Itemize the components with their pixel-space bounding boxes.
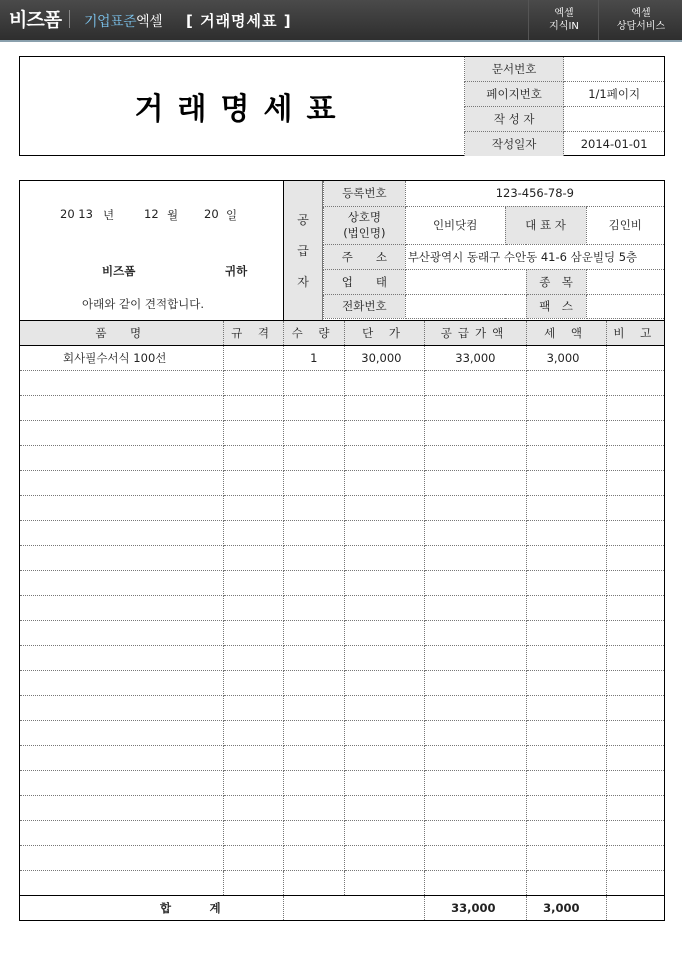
- item-qty-cell[interactable]: [283, 696, 344, 721]
- item-supply-cell[interactable]: [424, 646, 526, 671]
- item-note-cell[interactable]: [606, 471, 664, 496]
- item-qty-cell[interactable]: [283, 396, 344, 421]
- item-name-cell[interactable]: [20, 546, 223, 571]
- date-month-unit: 월: [167, 208, 179, 222]
- phone-value[interactable]: [405, 294, 526, 318]
- item-supply-cell[interactable]: [424, 721, 526, 746]
- item-qty-cell[interactable]: 1: [283, 346, 344, 371]
- total-label-1: 합: [20, 896, 283, 921]
- date-year-unit: 년: [103, 208, 115, 222]
- item-price-cell[interactable]: [344, 746, 424, 771]
- item-supply-cell[interactable]: [424, 396, 526, 421]
- item-name-cell[interactable]: [20, 771, 223, 796]
- item-supply-cell[interactable]: [424, 571, 526, 596]
- item-note-cell[interactable]: [606, 496, 664, 521]
- item-note-cell[interactable]: [606, 821, 664, 846]
- item-spec-cell[interactable]: [223, 721, 283, 746]
- total-note: [606, 896, 664, 921]
- total-row: [20, 896, 664, 921]
- item-price-cell[interactable]: [344, 471, 424, 496]
- col-header-qty: 수 량: [283, 321, 344, 346]
- total-supply: 33,000: [424, 896, 526, 921]
- table-row: [20, 496, 664, 521]
- item-qty-cell[interactable]: [283, 821, 344, 846]
- table-row: [20, 771, 664, 796]
- item-tax-cell[interactable]: 3,000: [526, 346, 606, 371]
- item-name-cell[interactable]: [20, 571, 223, 596]
- table-row: [20, 646, 664, 671]
- sub-brand: [84, 11, 162, 31]
- main-box: [19, 180, 665, 921]
- item-name-cell[interactable]: [20, 746, 223, 771]
- doc-number-label: 문서번호: [465, 57, 564, 82]
- excel-knowledge-button[interactable]: [528, 0, 599, 40]
- item-qty-cell[interactable]: [283, 371, 344, 396]
- ceo-label: 대 표 자: [505, 206, 586, 244]
- item-tax-cell[interactable]: [526, 646, 606, 671]
- item-name-cell[interactable]: [20, 721, 223, 746]
- table-row: [20, 521, 664, 546]
- item-qty-cell[interactable]: [283, 871, 344, 896]
- col-header-supply: 공급가액: [424, 321, 526, 346]
- item-price-cell[interactable]: [344, 421, 424, 446]
- item-supply-cell[interactable]: [424, 871, 526, 896]
- item-supply-cell[interactable]: [424, 596, 526, 621]
- fax-value[interactable]: [586, 294, 664, 318]
- date-value[interactable]: 2014-01-01: [564, 132, 664, 157]
- item-tax-cell[interactable]: [526, 496, 606, 521]
- item-supply-cell[interactable]: [424, 546, 526, 571]
- date-year[interactable]: 20 13: [60, 207, 93, 221]
- table-row: [20, 346, 664, 371]
- item-spec-cell[interactable]: [223, 396, 283, 421]
- item-spec-cell[interactable]: [223, 371, 283, 396]
- item-spec-cell[interactable]: [223, 746, 283, 771]
- document-title: 거래명세표: [134, 92, 350, 127]
- recipient-message: 아래와 같이 견적합니다.: [82, 297, 205, 311]
- item-price-cell[interactable]: [344, 821, 424, 846]
- item-supply-cell[interactable]: 33,000: [424, 346, 526, 371]
- table-row: [20, 821, 664, 846]
- item-qty-cell[interactable]: [283, 596, 344, 621]
- doc-title: [ 거래명세표 ]: [186, 12, 292, 30]
- item-price-cell[interactable]: [344, 646, 424, 671]
- col-header-spec: 규 격: [223, 321, 283, 346]
- item-note-cell[interactable]: [606, 846, 664, 871]
- excel-consulting-line1: 엑셀: [631, 8, 651, 19]
- item-qty-cell[interactable]: [283, 521, 344, 546]
- item-qty-cell[interactable]: [283, 446, 344, 471]
- item-name-cell[interactable]: [20, 521, 223, 546]
- table-row: [20, 546, 664, 571]
- item-tax-cell[interactable]: [526, 471, 606, 496]
- item-tax-cell[interactable]: [526, 846, 606, 871]
- company-value[interactable]: 인비닷컴: [405, 206, 505, 244]
- item-note-cell[interactable]: [606, 396, 664, 421]
- company-label-line1: 상호명: [347, 210, 382, 224]
- supplier-char-2: 급: [297, 244, 309, 258]
- col-header-name: 품 명: [20, 321, 223, 346]
- item-spec-cell[interactable]: [223, 421, 283, 446]
- col-header-tax: 세 액: [526, 321, 606, 346]
- table-row: [20, 721, 664, 746]
- item-note-cell[interactable]: [606, 771, 664, 796]
- table-row: [20, 871, 664, 896]
- item-supply-cell[interactable]: [424, 471, 526, 496]
- recipient-name[interactable]: 비즈폼: [102, 264, 136, 278]
- item-tax-cell[interactable]: [526, 371, 606, 396]
- table-row: [20, 671, 664, 696]
- item-price-cell[interactable]: [344, 546, 424, 571]
- doc-number-value[interactable]: [564, 57, 664, 82]
- item-qty-cell[interactable]: [283, 771, 344, 796]
- phone-label: 전화번호: [324, 294, 406, 318]
- item-note-cell[interactable]: [606, 721, 664, 746]
- item-price-cell[interactable]: [344, 621, 424, 646]
- excel-knowledge-line2: 지식IN: [549, 21, 579, 32]
- address-label: 주 소: [324, 244, 406, 269]
- item-note-cell[interactable]: [606, 446, 664, 471]
- item-note-cell[interactable]: [606, 746, 664, 771]
- supplier-table: [323, 181, 664, 319]
- supplier-vertical-label: [283, 181, 323, 320]
- item-spec-cell[interactable]: [223, 471, 283, 496]
- item-name-cell[interactable]: [20, 471, 223, 496]
- item-supply-cell[interactable]: [424, 371, 526, 396]
- item-qty-cell[interactable]: [283, 796, 344, 821]
- table-row: [20, 421, 664, 446]
- item-note-cell[interactable]: [606, 871, 664, 896]
- business-label: 업 태: [324, 269, 406, 294]
- reg-no-label: 등록번호: [324, 181, 406, 206]
- item-name-cell[interactable]: [20, 396, 223, 421]
- table-row: [20, 396, 664, 421]
- item-tax-cell[interactable]: [526, 396, 606, 421]
- item-spec-cell[interactable]: [223, 521, 283, 546]
- item-price-cell[interactable]: [344, 371, 424, 396]
- item-qty-cell[interactable]: [283, 496, 344, 521]
- item-price-cell[interactable]: [344, 721, 424, 746]
- document-meta-table: [464, 57, 664, 156]
- item-name-cell[interactable]: 회사필수서식 100선: [20, 346, 223, 371]
- item-spec-cell[interactable]: [223, 346, 283, 371]
- date-label: 작성일자: [465, 132, 564, 157]
- item-note-cell[interactable]: [606, 371, 664, 396]
- item-price-cell[interactable]: [344, 671, 424, 696]
- item-qty-cell[interactable]: [283, 421, 344, 446]
- item-spec-cell[interactable]: [223, 646, 283, 671]
- item-name-cell[interactable]: [20, 596, 223, 621]
- table-row: [20, 596, 664, 621]
- total-tax: 3,000: [526, 896, 606, 921]
- page-number-label: 페이지번호: [465, 82, 564, 107]
- item-price-cell[interactable]: [344, 571, 424, 596]
- date-month[interactable]: 12: [144, 207, 159, 221]
- item-qty-cell[interactable]: [283, 846, 344, 871]
- item-name-cell[interactable]: [20, 846, 223, 871]
- col-header-price: 단 가: [344, 321, 424, 346]
- item-qty-cell[interactable]: [283, 471, 344, 496]
- item-note-cell[interactable]: [606, 621, 664, 646]
- item-price-cell[interactable]: [344, 596, 424, 621]
- table-row: [20, 796, 664, 821]
- item-tax-cell[interactable]: [526, 796, 606, 821]
- item-price-cell[interactable]: [344, 396, 424, 421]
- business-value[interactable]: [405, 269, 526, 294]
- table-row: [20, 746, 664, 771]
- item-name-cell[interactable]: [20, 421, 223, 446]
- item-name-cell[interactable]: [20, 671, 223, 696]
- item-spec-cell[interactable]: [223, 496, 283, 521]
- table-row: [20, 571, 664, 596]
- table-row: [20, 846, 664, 871]
- item-spec-cell[interactable]: [223, 546, 283, 571]
- page-number-value[interactable]: 1/1페이지: [564, 82, 664, 107]
- item-qty-cell[interactable]: [283, 571, 344, 596]
- excel-knowledge-line1: 엑셀: [554, 8, 574, 19]
- item-supply-cell[interactable]: [424, 421, 526, 446]
- sub-brand-prefix: 기업표준: [84, 14, 137, 30]
- item-supply-cell[interactable]: [424, 621, 526, 646]
- fax-label: 팩 스: [526, 294, 586, 318]
- item-spec-cell[interactable]: [223, 771, 283, 796]
- company-label: [324, 206, 406, 244]
- address-value[interactable]: 부산광역시 동래구 수안동 41-6 삼운빌딩 5층: [405, 244, 664, 269]
- table-row: [20, 696, 664, 721]
- reg-no-value[interactable]: 123-456-78-9: [405, 181, 664, 206]
- total-label-2-text: 계: [209, 901, 221, 915]
- item-spec-cell[interactable]: [223, 446, 283, 471]
- item-price-cell[interactable]: [344, 696, 424, 721]
- total-label-2: [209, 896, 424, 921]
- item-supply-cell[interactable]: [424, 746, 526, 771]
- item-tax-cell[interactable]: [526, 421, 606, 446]
- item-note-cell[interactable]: [606, 421, 664, 446]
- table-row: [20, 621, 664, 646]
- sub-brand-suffix: 엑셀: [136, 14, 163, 30]
- item-note-cell[interactable]: [606, 571, 664, 596]
- item-spec-cell[interactable]: [223, 821, 283, 846]
- author-label: 작 성 자: [465, 107, 564, 132]
- item-supply-cell[interactable]: [424, 796, 526, 821]
- header-box: [19, 56, 665, 156]
- item-qty-cell[interactable]: [283, 621, 344, 646]
- table-row: [20, 471, 664, 496]
- item-tax-cell[interactable]: [526, 521, 606, 546]
- item-qty-cell[interactable]: [283, 746, 344, 771]
- item-spec-cell[interactable]: [223, 846, 283, 871]
- item-price-cell[interactable]: 30,000: [344, 346, 424, 371]
- item-note-cell[interactable]: [606, 696, 664, 721]
- item-tax-cell[interactable]: [526, 571, 606, 596]
- date-day[interactable]: 20: [204, 207, 219, 221]
- item-label: 종 목: [526, 269, 586, 294]
- company-label-line2: (법인명): [343, 226, 386, 240]
- recipient-honorific: 귀하: [225, 264, 248, 278]
- item-spec-cell[interactable]: [223, 596, 283, 621]
- item-spec-cell[interactable]: [223, 621, 283, 646]
- item-qty-cell[interactable]: [283, 546, 344, 571]
- item-note-cell[interactable]: [606, 646, 664, 671]
- table-row: [20, 446, 664, 471]
- item-tax-cell[interactable]: [526, 546, 606, 571]
- item-supply-cell[interactable]: [424, 846, 526, 871]
- item-qty-cell[interactable]: [283, 671, 344, 696]
- item-spec-cell[interactable]: [223, 571, 283, 596]
- item-tax-cell[interactable]: [526, 621, 606, 646]
- author-value[interactable]: [564, 107, 664, 132]
- ceo-value[interactable]: 김인비: [586, 206, 664, 244]
- item-note-cell[interactable]: [606, 521, 664, 546]
- item-tax-cell[interactable]: [526, 446, 606, 471]
- item-supply-cell[interactable]: [424, 771, 526, 796]
- item-supply-cell[interactable]: [424, 521, 526, 546]
- item-supply-cell[interactable]: [424, 496, 526, 521]
- item-spec-cell[interactable]: [223, 796, 283, 821]
- top-bar: [0, 0, 682, 42]
- item-name-cell[interactable]: [20, 646, 223, 671]
- item-price-cell[interactable]: [344, 871, 424, 896]
- brand-divider: [69, 10, 70, 28]
- item-tax-cell[interactable]: [526, 871, 606, 896]
- item-tax-cell[interactable]: [526, 746, 606, 771]
- item-price-cell[interactable]: [344, 796, 424, 821]
- item-note-cell[interactable]: [606, 671, 664, 696]
- recipient-section: [20, 181, 283, 320]
- item-note-cell[interactable]: [606, 546, 664, 571]
- item-note-cell[interactable]: [606, 596, 664, 621]
- item-name-cell[interactable]: [20, 871, 223, 896]
- item-value[interactable]: [586, 269, 664, 294]
- item-qty-cell[interactable]: [283, 646, 344, 671]
- item-name-cell[interactable]: [20, 621, 223, 646]
- item-spec-cell[interactable]: [223, 696, 283, 721]
- supplier-char-3: 자: [297, 275, 309, 289]
- item-tax-cell[interactable]: [526, 821, 606, 846]
- item-name-cell[interactable]: [20, 371, 223, 396]
- items-table: [20, 320, 664, 920]
- item-name-cell[interactable]: [20, 821, 223, 846]
- item-supply-cell[interactable]: [424, 671, 526, 696]
- excel-consulting-line2: 상담서비스: [616, 21, 666, 32]
- item-price-cell[interactable]: [344, 846, 424, 871]
- item-price-cell[interactable]: [344, 521, 424, 546]
- item-name-cell[interactable]: [20, 496, 223, 521]
- item-tax-cell[interactable]: [526, 596, 606, 621]
- item-spec-cell[interactable]: [223, 871, 283, 896]
- brand-logo[interactable]: 비즈폼: [9, 9, 62, 31]
- supplier-char-1: 공: [297, 213, 309, 227]
- item-price-cell[interactable]: [344, 771, 424, 796]
- excel-consulting-button[interactable]: [598, 0, 683, 40]
- item-supply-cell[interactable]: [424, 821, 526, 846]
- item-qty-cell[interactable]: [283, 721, 344, 746]
- date-day-unit: 일: [226, 208, 238, 222]
- table-row: [20, 371, 664, 396]
- item-name-cell[interactable]: [20, 796, 223, 821]
- item-supply-cell[interactable]: [424, 696, 526, 721]
- item-name-cell[interactable]: [20, 446, 223, 471]
- item-price-cell[interactable]: [344, 496, 424, 521]
- item-tax-cell[interactable]: [526, 696, 606, 721]
- item-spec-cell[interactable]: [223, 671, 283, 696]
- item-note-cell[interactable]: [606, 796, 664, 821]
- item-price-cell[interactable]: [344, 446, 424, 471]
- item-tax-cell[interactable]: [526, 771, 606, 796]
- item-note-cell[interactable]: [606, 346, 664, 371]
- item-tax-cell[interactable]: [526, 671, 606, 696]
- item-supply-cell[interactable]: [424, 446, 526, 471]
- item-tax-cell[interactable]: [526, 721, 606, 746]
- col-header-note: 비 고: [606, 321, 664, 346]
- item-name-cell[interactable]: [20, 696, 223, 721]
